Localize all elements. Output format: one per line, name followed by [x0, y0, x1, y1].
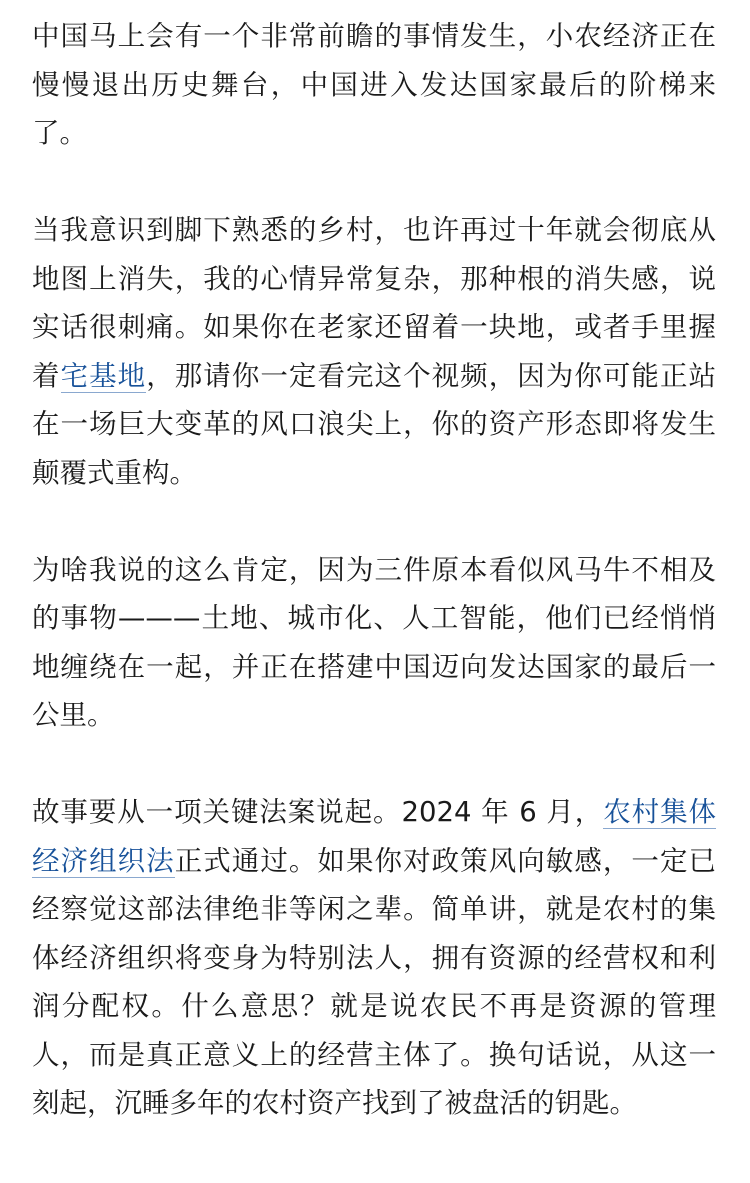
paragraph-text: ，那请你一定看完这个视频，因为你可能正站在一场巨大变革的风口浪尖上，你的资产形态即将发生颠覆式重构。	[32, 359, 717, 489]
paragraph-3	[32, 546, 716, 740]
paragraph-text: 正式通过。如果你对政策风向敏感，一定已经察觉这部法律绝非等闲之辈。简单讲，就是农村的集体经济组织将变身为特别法人，拥有资源的经营权和利润分配权。什么意思？就是说农民不再是资源的管理人，而是真正意义上的经营主体了。换句话说，从这一刻起，沉睡多年的农村资产找到了被盘活的钥匙。	[32, 844, 716, 1119]
paragraph-4	[32, 788, 716, 1128]
keyword-link-collective-economy-law[interactable]: 农村集体经济组织法	[32, 796, 716, 877]
keyword-link-homestead[interactable]: 宅基地	[60, 359, 147, 392]
paragraph-text: 为啥我说的这么肯定，因为三件原本看似风马牛不相及的事物———土地、城市化、人工智能，他们已经悄悄地缠绕在一起，并正在搭建中国迈向发达国家的最后一公里。	[32, 553, 716, 731]
paragraph-text: 当我意识到脚下熟悉的乡村，也许再过十年就会彻底从地图上消失，我的心情异常复杂，那种根的消失感，说实话很刺痛。如果你在老家还留着一块地，或者手里握着	[32, 214, 716, 392]
paragraph-text: 故事要从一项关键法案说起。2024 年 6 月，	[32, 796, 604, 828]
paragraph-2	[32, 206, 716, 497]
paragraph-1	[32, 12, 716, 158]
paragraph-text: 中国马上会有一个非常前瞻的事情发生，小农经济正在慢慢退出历史舞台，中国进入发达国家最后的阶梯来了。	[32, 20, 716, 149]
